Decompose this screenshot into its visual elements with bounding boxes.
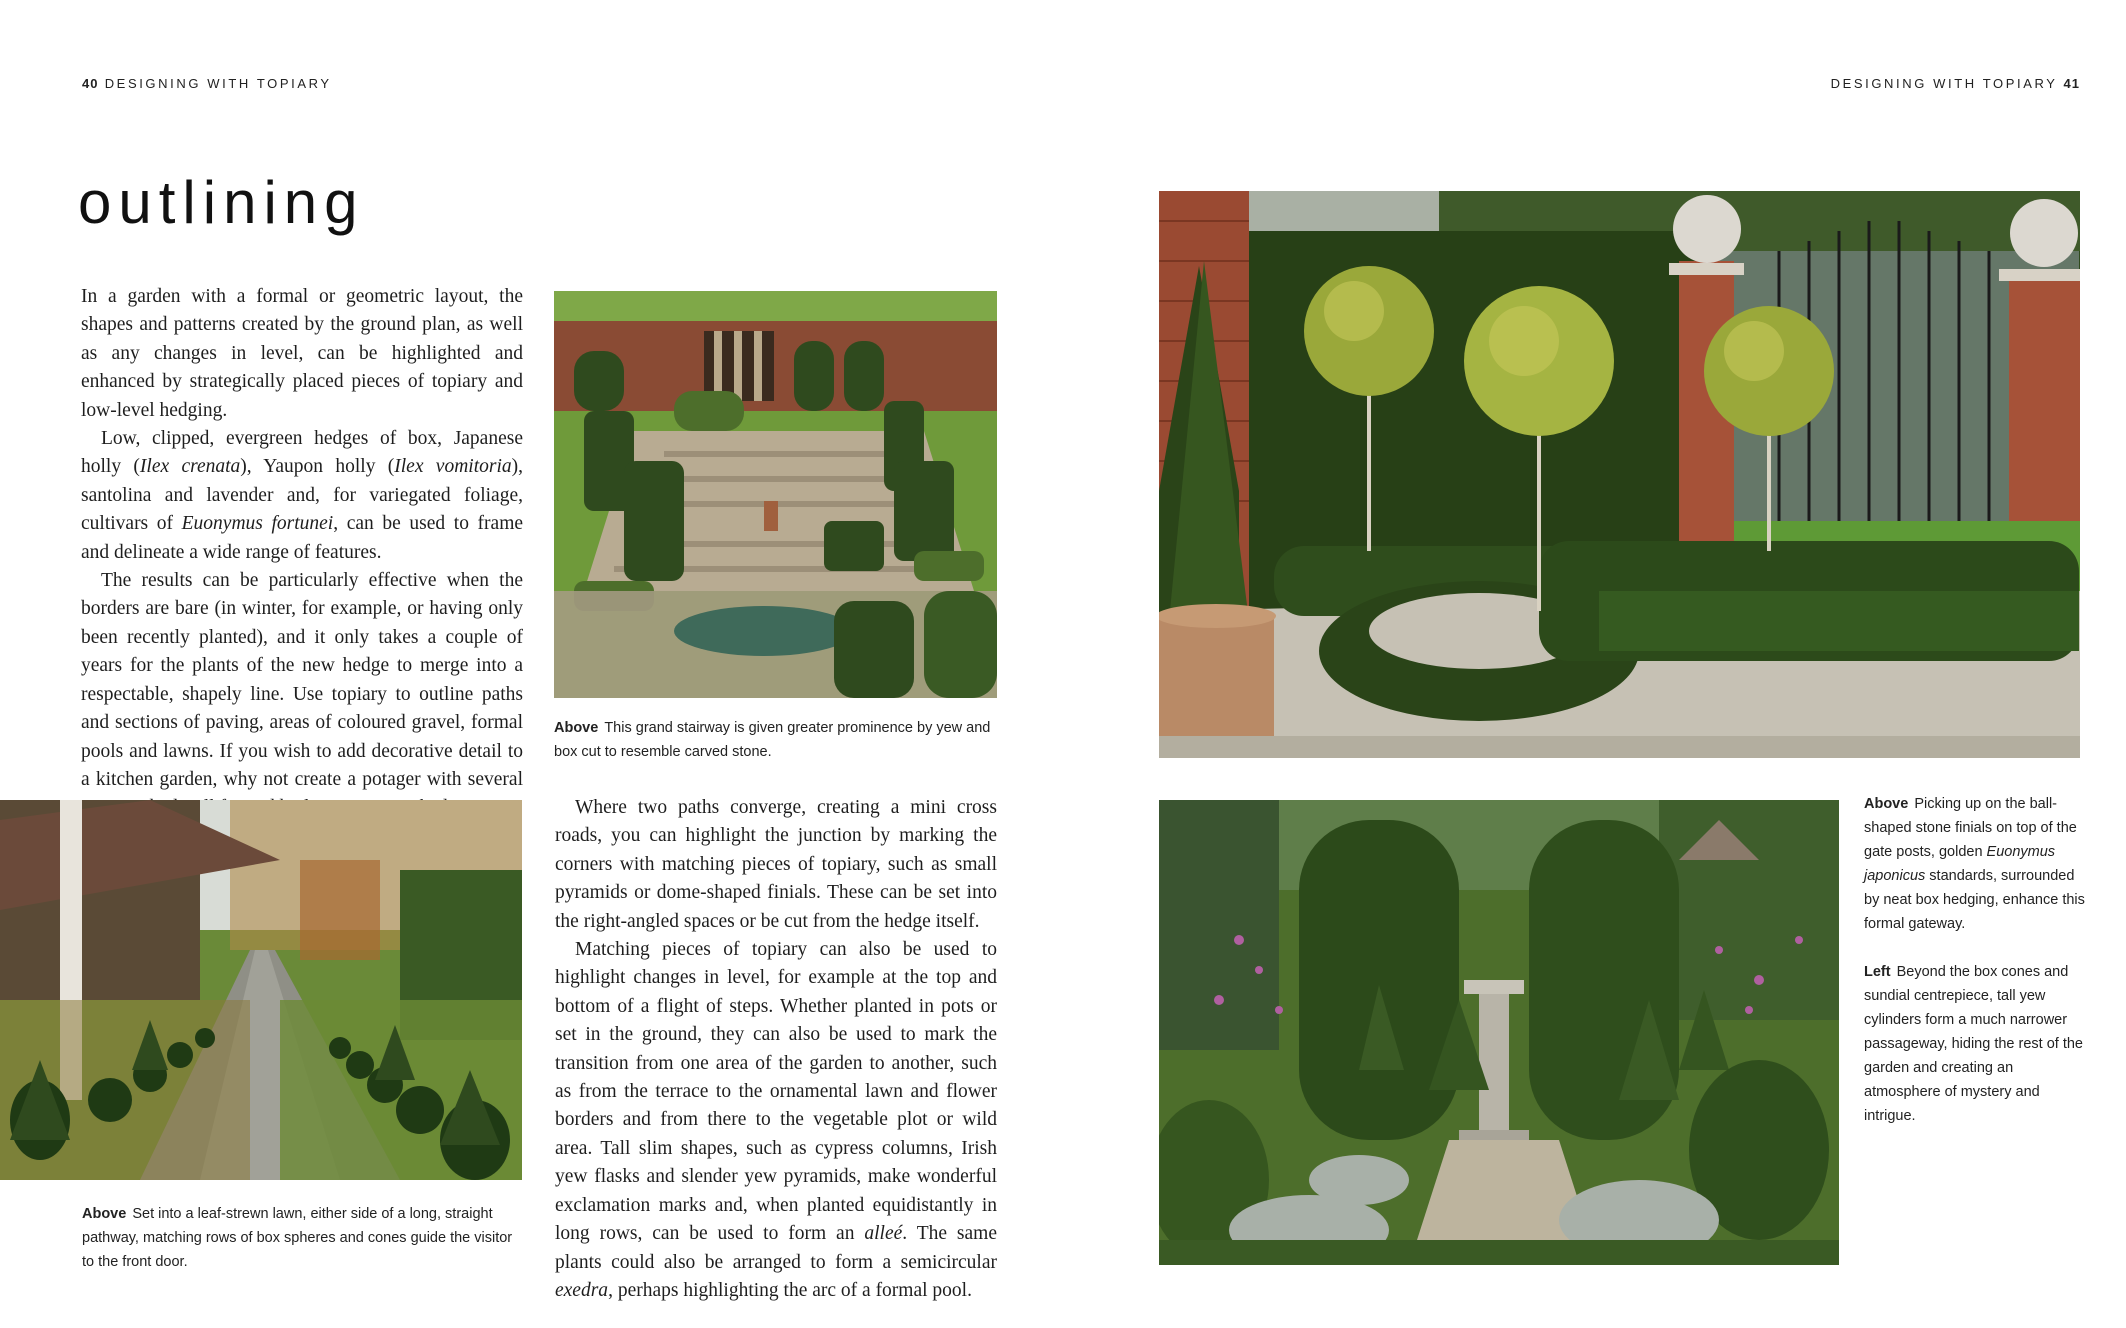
- second-paragraph-2: Matching pieces of topiary can also be used to highlight changes in level, for example at the top and bottom of a flight of steps. Whether planted in pots or set in the ground, they can also be used to mark the transition from one area of the garden to another, such as from the terrace to the ornamental lawn and flower borders and from there to the vegetable plot or wild area. Tall slim shapes, such as cypress columns, Irish yew flasks and slender yew pyramids, make wonderful exclamation marks and, when planted equidistantly in long rows, can be used to form an alleé. The same plants could also be arranged to form a semicircular exedra, perhaps highlighting the arc of a formal pool.: [555, 939, 997, 1301]
- left-running-head: [82, 76, 332, 91]
- pathway-photo: [0, 800, 522, 1180]
- stairway-photo: [554, 291, 997, 698]
- right-running-head: [1831, 76, 2080, 91]
- pathway-caption-text: Set into a leaf-strewn lawn, either side of a long, straight pathway, matching rows of box spheres and cones guide the visitor to the front door.: [82, 1206, 513, 1270]
- cones-caption-text: Beyond the box cones and sundial centrepiece, tall yew cylinders form a much narrower passageway, hiding the rest of the garden and creating an atmosphere of mystery and intrigue.: [1864, 964, 2083, 1124]
- stairway-caption: [554, 716, 996, 764]
- left-page-number: 40: [82, 76, 99, 91]
- left-running-title: DESIGNING WITH TOPIARY: [104, 76, 332, 91]
- gateway-caption: Above Picking up on the ball-shaped stone finials on top of the gate posts, golden Euonymus japonicus standards, surrounded by neat box hedging, enhance this formal gateway.: [1864, 796, 2085, 932]
- intro-text-column: [81, 283, 523, 823]
- intro-paragraph-3: The results can be particularly effective when the borders are bare (in winter, for example, or having only been recently planted), and it only takes a couple of years for the plants of the new hedge to merge into a respectable, shapely line. Use topiary to outline paths and sections of paving, areas of coloured gravel, formal pools and lawns. If you wish to add decorative detail to a kitchen garden, why not create a potager with several: [81, 570, 523, 790]
- right-captions: [1864, 792, 2088, 1128]
- intro-paragraph-2: Low, clipped, evergreen hedges of box, Japanese holly (Ilex crenata), Yaupon holly (Ilex vomitoria), santolina and lavender and, for variegated foliage, cultivars of Euonymus fortunei, can be used to frame and delineate a wide range of features.: [81, 428, 524, 563]
- pathway-caption-label: Above: [82, 1206, 127, 1222]
- intro-paragraph-1: In a garden with a formal or geometric layout, the shapes and patterns created by the ground plan, as well as any changes in level, can be highlighted and enhanced by strategically placed pieces of topiary and low-level hedging.: [81, 286, 523, 421]
- second-text-column: [555, 794, 997, 1305]
- right-page-number: 41: [2063, 76, 2080, 91]
- stairway-caption-label: Above: [554, 720, 599, 736]
- cones-caption-label: Left: [1864, 964, 1891, 980]
- gateway-photo: [1159, 191, 2080, 758]
- right-running-title: DESIGNING WITH TOPIARY: [1830, 76, 2058, 91]
- page-title: outlining: [78, 169, 365, 236]
- gateway-caption-label: Above: [1864, 796, 1909, 812]
- stairway-caption-text: This grand stairway is given greater prominence by yew and box cut to resemble carved stone.: [554, 720, 991, 760]
- cones-photo: [1159, 800, 1839, 1265]
- cones-caption: [1864, 960, 2088, 1128]
- second-paragraph-1: Where two paths converge, creating a mini cross roads, you can highlight the junction by marking the corners with matching pieces of topiary, such as small pyramids or dome-shaped finials. These can be set into the right-angled spaces or be cut from the hedge itself.: [555, 797, 997, 932]
- pathway-caption: [82, 1202, 522, 1274]
